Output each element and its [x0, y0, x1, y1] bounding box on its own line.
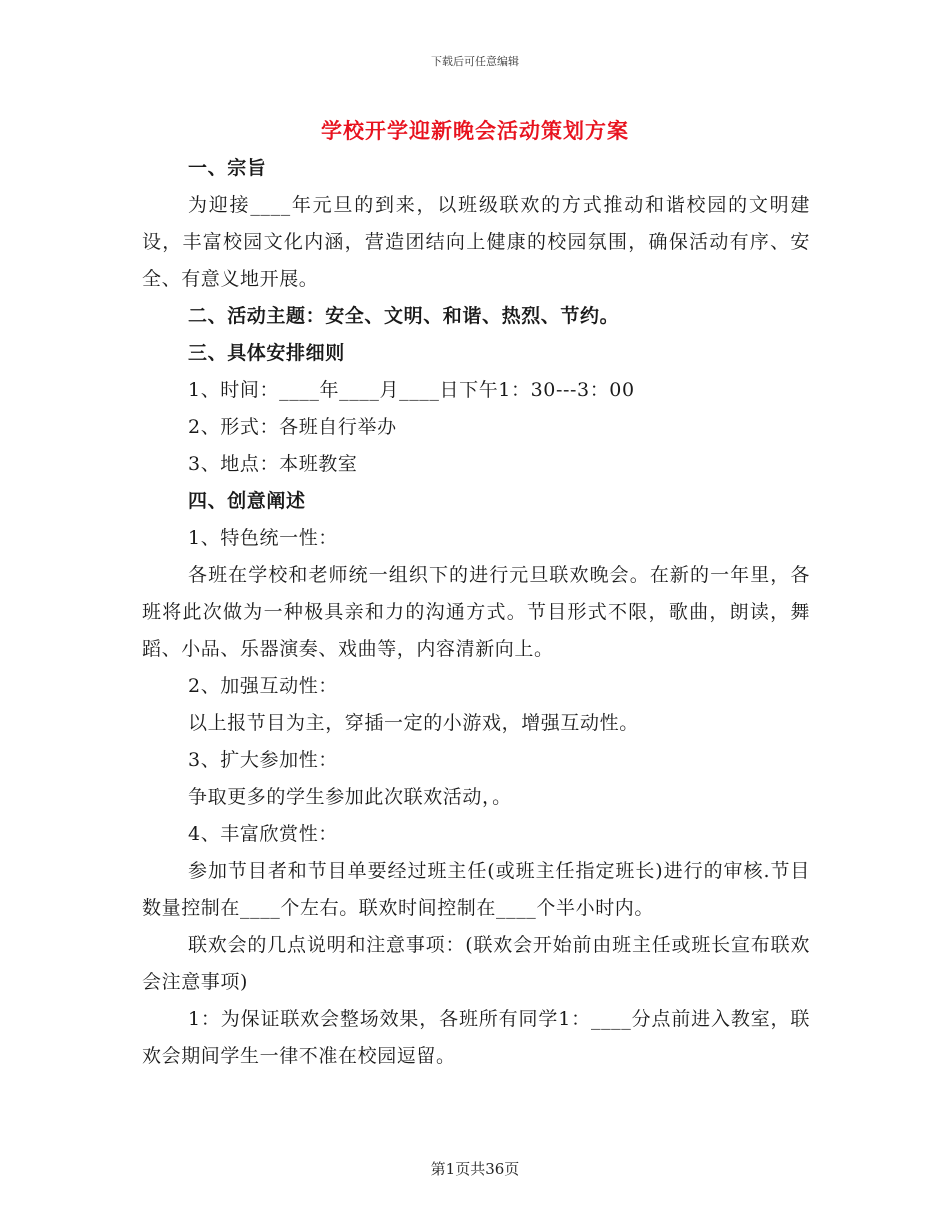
document-body — [142, 150, 810, 1075]
idea3-paragraph: 争取更多的学生参加此次联欢活动，。 — [188, 786, 512, 808]
page-number: 第1页共36页 — [430, 1160, 520, 1178]
purpose-paragraph: 为迎接____年元旦的到来，以班级联欢的方式推动和谐校园的文明建设，丰富校园文化内涵，营造团结向上健康的校园氛围，确保活动有序、安全、有意义地开展。 — [142, 194, 810, 290]
idea2-paragraph: 以上报节目为主，穿插一定的小游戏，增强互动性。 — [188, 712, 639, 734]
detail-place: 3、地点：本班教室 — [188, 453, 358, 475]
section-heading-purpose: 一、宗旨 — [188, 157, 267, 179]
idea4-paragraph: 参加节目者和节目单要经过班主任(或班主任指定班长)进行的审核.节目数量控制在____个左右。联欢时间控制在____个半小时内。 — [142, 860, 810, 919]
document-title: 学校开学迎新晚会活动策划方案 — [321, 119, 629, 143]
page-header-note: 下载后可任意编辑 — [431, 55, 519, 68]
idea1-title: 1、特色统一性： — [188, 527, 338, 549]
detail-time: 1、时间：____年____月____日下午1：30---3：00 — [188, 379, 635, 401]
idea3-title: 3、扩大参加性： — [188, 749, 338, 771]
section-heading-details: 三、具体安排细则 — [188, 342, 345, 364]
note1-paragraph: 1：为保证联欢会整场效果，各班所有同学1：____分点前进入教室，联欢会期间学生一律不准在校园逗留。 — [142, 1008, 810, 1067]
notes-paragraph: 联欢会的几点说明和注意事项：(联欢会开始前由班主任或班长宣布联欢会注意事项) — [142, 934, 810, 993]
section-heading-theme: 二、活动主题：安全、文明、和谐、热烈、节约。 — [188, 305, 620, 327]
section-heading-ideas: 四、创意阐述 — [188, 490, 306, 512]
detail-form: 2、形式：各班自行举办 — [188, 416, 397, 438]
idea2-title: 2、加强互动性： — [188, 675, 338, 697]
idea1-paragraph: 各班在学校和老师统一组织下的进行元旦联欢晚会。在新的一年里，各班将此次做为一种极具亲和力的沟通方式。节目形式不限，歌曲，朗读，舞蹈、小品、乐器演奏、戏曲等，内容清新向上。 — [142, 564, 810, 660]
idea4-title: 4、丰富欣赏性： — [188, 823, 338, 845]
